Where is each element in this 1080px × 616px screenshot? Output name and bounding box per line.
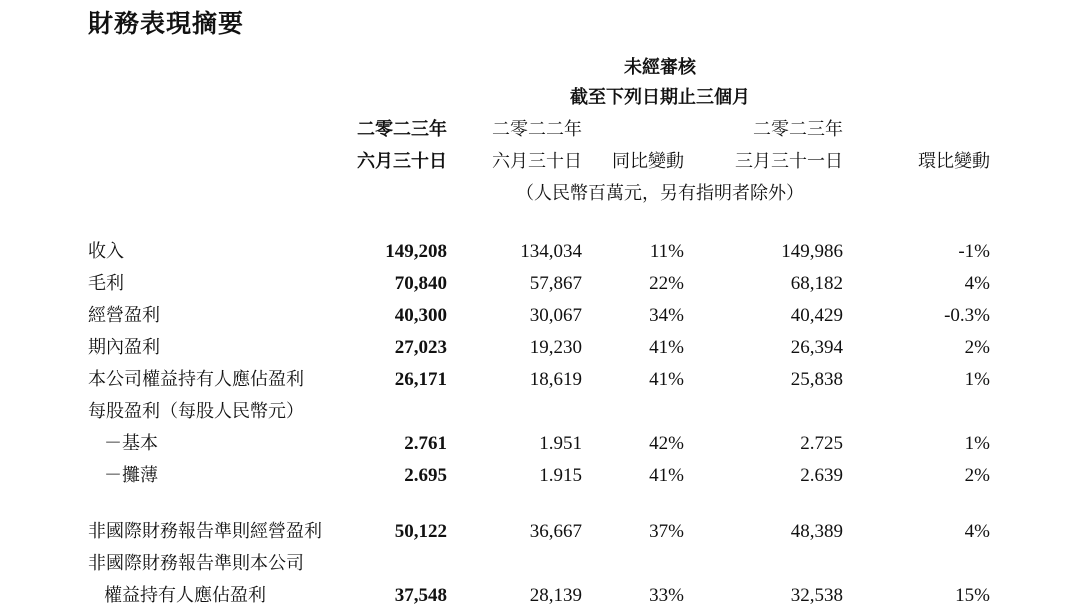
row-value-col4: 26,394 bbox=[790, 337, 843, 358]
row-label: 每股盈利（每股人民幣元） bbox=[88, 401, 304, 422]
row-value-col1: 37,548 bbox=[394, 585, 447, 606]
row-value-col4: 40,429 bbox=[790, 305, 843, 326]
unaudited-heading: 未經審核 bbox=[624, 57, 696, 78]
table-row bbox=[0, 582, 1080, 610]
col5-header: 環比變動 bbox=[918, 151, 990, 172]
row-value-col2: 134,034 bbox=[520, 241, 582, 262]
row-value-col1: 2.695 bbox=[404, 465, 447, 486]
row-value-col4: 48,389 bbox=[790, 521, 843, 542]
row-value-col5: 2% bbox=[964, 337, 990, 358]
col1-header-year: 二零二三年 bbox=[357, 119, 447, 140]
row-value-col4: 68,182 bbox=[790, 273, 843, 294]
table-row bbox=[0, 302, 1080, 330]
row-label: 期內盈利 bbox=[88, 337, 160, 358]
row-value-col3: 22% bbox=[649, 273, 684, 294]
table-row bbox=[0, 430, 1080, 458]
row-value-col5: 4% bbox=[964, 521, 990, 542]
col4-header-year: 二零二三年 bbox=[753, 119, 843, 140]
row-label: 非國際財務報告準則本公司 bbox=[88, 553, 304, 574]
row-value-col3: 37% bbox=[649, 521, 684, 542]
row-value-col5: 2% bbox=[964, 465, 990, 486]
row-value-col5: 1% bbox=[964, 369, 990, 390]
row-value-col1: 26,171 bbox=[394, 369, 447, 390]
row-value-col2: 18,619 bbox=[529, 369, 582, 390]
row-value-col3: 42% bbox=[649, 433, 684, 454]
row-value-col4: 25,838 bbox=[790, 369, 843, 390]
col1-header-date: 六月三十日 bbox=[357, 151, 447, 172]
row-label: 收入 bbox=[88, 241, 124, 262]
col2-header-date: 六月三十日 bbox=[492, 151, 582, 172]
table-row bbox=[0, 366, 1080, 394]
row-value-col4: 2.639 bbox=[800, 465, 843, 486]
row-label: 非國際財務報告準則經營盈利 bbox=[88, 521, 322, 542]
row-label: 權益持有人應佔盈利 bbox=[104, 585, 266, 606]
row-value-col4: 2.725 bbox=[800, 433, 843, 454]
row-value-col2: 36,667 bbox=[529, 521, 582, 542]
row-value-col3: 41% bbox=[649, 369, 684, 390]
row-label: －基本 bbox=[104, 433, 158, 454]
row-value-col1: 2.761 bbox=[404, 433, 447, 454]
row-value-col2: 28,139 bbox=[529, 585, 582, 606]
row-value-col3: 34% bbox=[649, 305, 684, 326]
row-value-col1: 50,122 bbox=[394, 521, 447, 542]
row-label: 經營盈利 bbox=[88, 305, 160, 326]
table-row bbox=[0, 518, 1080, 546]
table-row bbox=[0, 238, 1080, 266]
row-value-col5: -0.3% bbox=[944, 305, 990, 326]
row-value-col2: 19,230 bbox=[529, 337, 582, 358]
row-value-col1: 27,023 bbox=[394, 337, 447, 358]
row-label: －攤薄 bbox=[104, 465, 158, 486]
col4-header-date: 三月三十一日 bbox=[735, 151, 843, 172]
col3-header: 同比變動 bbox=[612, 151, 684, 172]
row-value-col2: 1.915 bbox=[539, 465, 582, 486]
row-value-col3: 41% bbox=[649, 465, 684, 486]
row-value-col3: 41% bbox=[649, 337, 684, 358]
row-label: 毛利 bbox=[88, 273, 124, 294]
row-value-col4: 32,538 bbox=[790, 585, 843, 606]
table-row bbox=[0, 550, 1080, 578]
unit-note: （人民幣百萬元，另有指明者除外） bbox=[516, 183, 804, 204]
row-value-col3: 33% bbox=[649, 585, 684, 606]
row-value-col1: 40,300 bbox=[394, 305, 447, 326]
row-value-col3: 11% bbox=[649, 241, 684, 262]
page-title: 財務表現摘要 bbox=[88, 9, 245, 38]
row-value-col2: 30,067 bbox=[529, 305, 582, 326]
row-value-col1: 149,208 bbox=[385, 241, 447, 262]
row-value-col1: 70,840 bbox=[394, 273, 447, 294]
col2-header-year: 二零二二年 bbox=[492, 119, 582, 140]
table-row bbox=[0, 270, 1080, 298]
period-heading: 截至下列日期止三個月 bbox=[570, 87, 750, 108]
table-row bbox=[0, 334, 1080, 362]
table-row bbox=[0, 462, 1080, 490]
row-value-col4: 149,986 bbox=[781, 241, 843, 262]
row-value-col5: -1% bbox=[958, 241, 990, 262]
row-value-col2: 1.951 bbox=[539, 433, 582, 454]
row-value-col5: 1% bbox=[964, 433, 990, 454]
table-row bbox=[0, 398, 1080, 426]
row-label: 本公司權益持有人應佔盈利 bbox=[88, 369, 304, 390]
row-value-col5: 15% bbox=[955, 585, 990, 606]
row-value-col5: 4% bbox=[964, 273, 990, 294]
row-value-col2: 57,867 bbox=[529, 273, 582, 294]
